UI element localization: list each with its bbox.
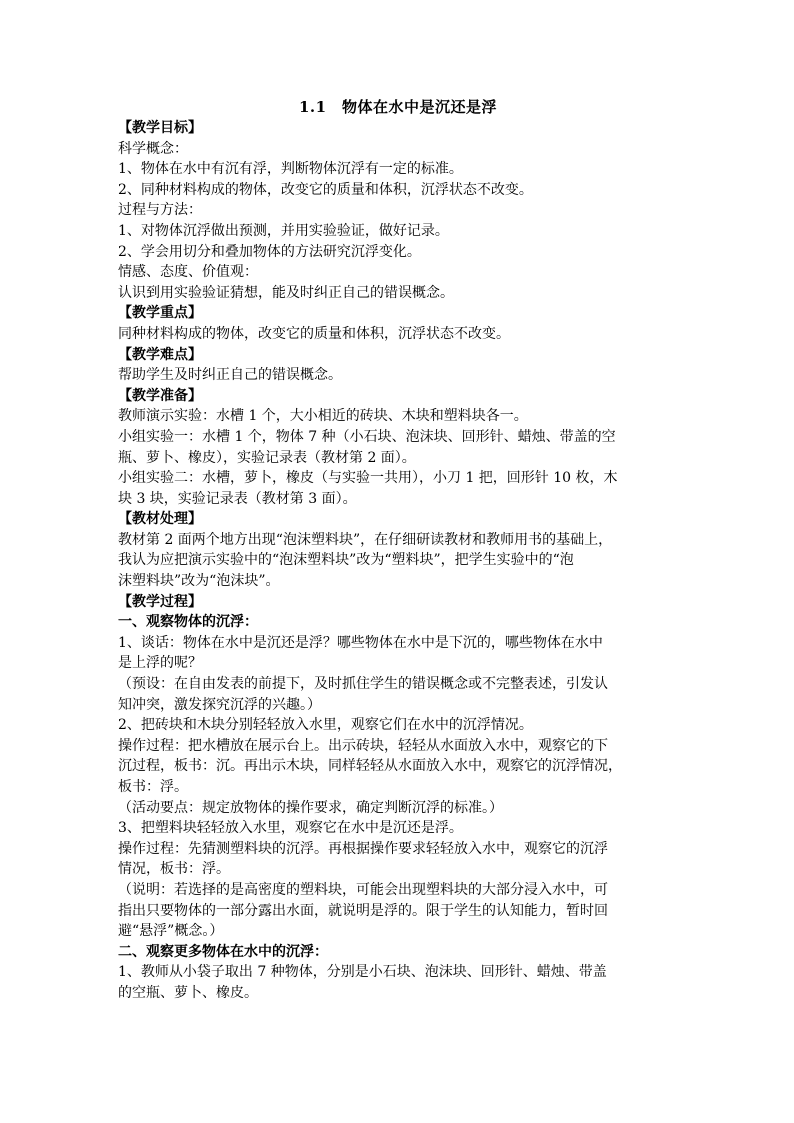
text-line: 教材第 2 面两个地方出现“泡沫塑料块”，在仔细研读教材和教师用书的基础上， [118,531,613,548]
document-body [118,118,678,1004]
text-line: 小组实验一：水槽 1 个，物体 7 种（小石块、泡沫块、回形针、蜡烛、带盖的空 [118,428,616,445]
text-line: 1、对物体沉浮做出预测，并用实验验证，做好记录。 [118,222,449,239]
text-line: 1、物体在水中有沉有浮，判断物体沉浮有一定的标准。 [118,161,463,178]
section-heading: 【教学准备】 [118,387,202,404]
text-line: 知冲突，激发探究沉浮的兴趣。） [118,696,321,713]
text-line: （说明：若选择的是高密度的塑料块，可能会出现塑料块的大部分浸入水中，可 [118,881,608,898]
text-line: 操作过程：先猜测塑料块的沉浮。再根据操作要求轻轻放入水中，观察它的沉浮 [118,840,608,857]
text-line: 过程与方法： [118,202,202,219]
section-heading: 【教学难点】 [118,346,202,363]
text-line: 是上浮的呢？ [118,655,202,672]
text-line: 小组实验二：水槽，萝卜，橡皮（与实验一共用），小刀 1 把，回形针 10 枚，木 [118,470,618,487]
text-line: （活动要点：规定放物体的操作要求，确定判断沉浮的标准。） [118,799,503,816]
text-line: 我认为应把演示实验中的“泡沫塑料块”改为“塑料块”，把学生实验中的“泡 [118,552,574,569]
text-line: 的空瓶、萝卜、橡皮。 [118,984,258,1001]
text-line: 情况，板书：浮。 [118,861,230,878]
text-line: 2、把砖块和木块分别轻轻放入水里，观察它们在水中的沉浮情况。 [118,717,533,734]
text-line: 帮助学生及时纠正自己的错误概念。 [118,367,342,384]
text-line: 1、教师从小袋子取出 7 种物体，分别是小石块、泡沫块、回形针、蜡烛、带盖 [118,964,607,981]
section-heading: 【教材处理】 [118,511,202,528]
text-line: 同种材料构成的物体，改变它的质量和体积，沉浮状态不改变。 [118,325,510,342]
text-line: 科学概念： [118,140,188,157]
section-heading: 【教学过程】 [118,593,202,610]
text-line: 情感、态度、价值观： [118,264,258,281]
document-page [118,96,678,1004]
text-line: 认识到用实验验证猜想，能及时纠正自己的错误概念。 [118,284,454,301]
text-line: 避“悬浮”概念。） [118,923,224,940]
text-line: 板书：浮。 [118,779,188,795]
subsection-heading: 一、观察物体的沉浮： [118,614,258,631]
text-line: 沫塑料块”改为“泡沫块”。 [118,573,280,590]
text-line: 沉过程，板书：沉。再出示木块，同样轻轻从水面放入水中，观察它的沉浮情况， [118,758,622,775]
text-line: 2、同种材料构成的物体，改变它的质量和体积，沉浮状态不改变。 [118,181,533,198]
section-heading: 【教学目标】 [118,120,202,136]
text-line: 2、学会用切分和叠加物体的方法研究沉浮变化。 [118,243,421,260]
text-line: 指出只要物体的一部分露出水面，就说明是浮的。限于学生的认知能力，暂时回 [118,902,608,919]
section-heading: 【教学重点】 [118,305,202,322]
text-line: 块 3 块，实验记录表（教材第 3 面）。 [118,490,357,507]
subsection-heading: 二、观察更多物体在水中的沉浮： [118,943,328,960]
text-line: 操作过程：把水槽放在展示台上。出示砖块，轻轻从水面放入水中，观察它的下 [118,737,608,754]
text-line: 3、把塑料块轻轻放入水里，观察它在水中是沉还是浮。 [118,820,463,837]
document-title: 1.1 物体在水中是沉还是浮 [298,98,498,116]
text-line: （预设：在自由发表的前提下，及时抓住学生的错误概念或不完整表述，引发认 [118,676,608,693]
text-line: 教师演示实验：水槽 1 个，大小相近的砖块、木块和塑料块各一。 [118,408,528,425]
text-line: 瓶、萝卜、橡皮），实验记录表（教材第 2 面）。 [118,449,416,466]
text-line: 1、谈话：物体在水中是沉还是浮？哪些物体在水中是下沉的，哪些物体在水中 [118,634,603,651]
